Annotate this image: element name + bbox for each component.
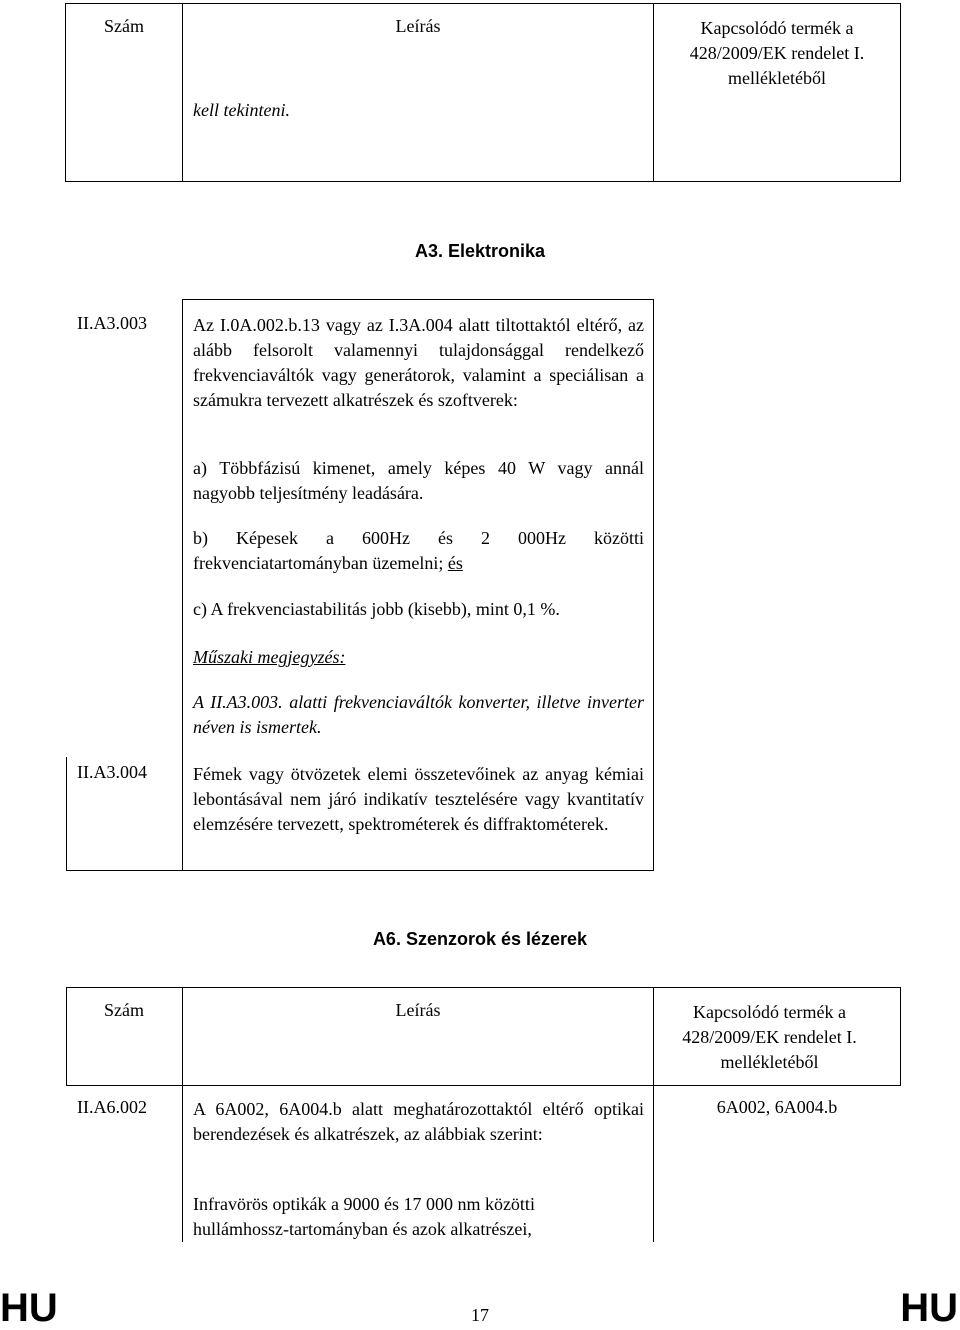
row-a6-002-related: 6A002, 6A004.b: [716, 1097, 838, 1117]
a6-header-leiras: Leírás: [395, 1000, 441, 1020]
header-szam: Szám: [104, 16, 144, 36]
row-a3-003-intro: Az I.0A.002.b.13 vagy az I.3A.004 alatt tiltottaktól eltérő, az alább felsorolt valamennyi tulajdonsággal rendelkező frekvenciaváltók vagy generátorok, valamint a speciálisan a számukra tervezett alkatrészek és szoftverek:: [193, 315, 644, 410]
row-a3-003-item-b-main: b) Képesek a 600Hz és 2 000Hz közötti frekvenciatartományban üzemelni;: [193, 528, 644, 573]
row-a3-003-item-b-conj: és: [447, 553, 463, 573]
footer-lang-right: HU: [900, 1286, 958, 1330]
a3-outer-left-border: [66, 757, 67, 871]
a6-header-bottom-border: [66, 1085, 901, 1086]
table-top-divider-2: [653, 3, 654, 182]
section-title-a3: A3. Elektronika: [414, 241, 546, 261]
footer-page-number: 17: [471, 1305, 489, 1325]
a3-bottom-border: [66, 870, 654, 871]
continued-text: kell tekinteni.: [193, 100, 290, 120]
a6-header-szam: Szám: [104, 1000, 144, 1020]
a3-left-border: [182, 299, 183, 871]
a6-divider-1: [182, 987, 183, 1242]
row-a3-003-item-b: [193, 526, 644, 576]
a6-header-related-product: Kapcsolódó termék a 428/2009/EK rendelet I. mellékletéből: [682, 1002, 857, 1072]
row-a3-004-description: Fémek vagy ötvözetek elemi összetevőinek az anyag kémiai lebontásával nem járó indikatív tesztelésére vagy kvantitatív elemzésére tervezett, spektrométerek és diffraktométerek.: [193, 764, 644, 834]
row-number-a3-004: II.A3.004: [77, 762, 147, 782]
header-related-product: Kapcsolódó termék a 428/2009/EK rendelet I. mellékletéből: [689, 18, 865, 88]
row-a3-003-note-title: Műszaki megjegyzés:: [193, 647, 346, 667]
a3-top-border: [182, 299, 654, 300]
row-number-a6-002: II.A6.002: [77, 1097, 147, 1117]
footer-lang-left: HU: [0, 1286, 58, 1330]
section-title-a6: A6. Szenzorok és lézerek: [372, 929, 588, 949]
row-a6-002-description: A 6A002, 6A004.b alatt meghatározottaktól eltérő optikai berendezések és alkatrészek, az alábbiak szerint:: [193, 1099, 644, 1144]
a6-right-border: [900, 987, 901, 1086]
a3-right-border: [653, 299, 654, 871]
header-leiras: Leírás: [395, 16, 441, 36]
row-a3-003-note-text: A II.A3.003. alatti frekvenciaváltók konverter, illetve inverter néven is ismertek.: [193, 692, 644, 737]
row-a3-003-item-a: a) Többfázisú kimenet, amely képes 40 W vagy annál nagyobb teljesítmény leadására.: [193, 458, 644, 503]
a6-top-border: [66, 987, 901, 988]
row-a6-002-subitem: Infravörös optikák a 9000 és 17 000 nm közötti hullámhossz-tartományban és azok alkatrészei,: [193, 1194, 535, 1239]
row-a3-003-item-c: c) A frekvenciastabilitás jobb (kisebb), mint 0,1 %.: [193, 599, 560, 619]
row-number-a3-003: II.A3.003: [77, 313, 147, 333]
